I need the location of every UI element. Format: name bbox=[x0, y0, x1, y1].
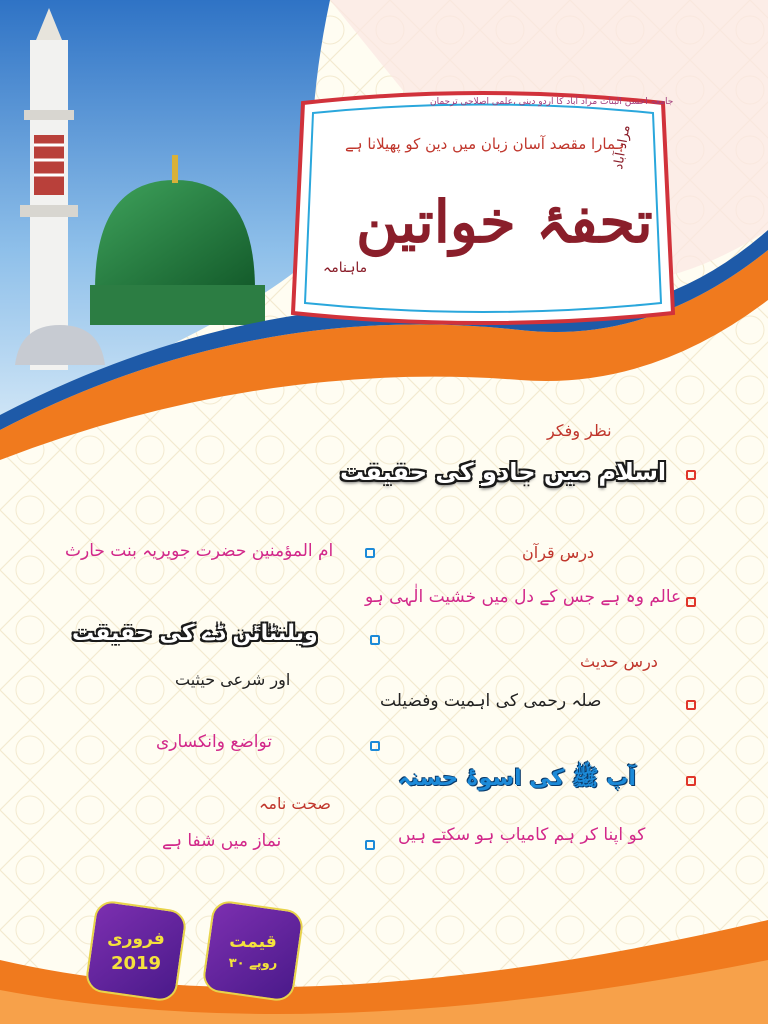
section-label-sehat: صحت نامہ bbox=[259, 794, 331, 813]
frequency-label: ماہنامہ bbox=[323, 260, 368, 276]
badge-price-label: قیمت bbox=[229, 931, 277, 952]
article-valentine[interactable]: ویلنٹائن ڈے کی حقیقت bbox=[72, 621, 318, 646]
article-umm-ul-momineen[interactable]: ام المؤمنین حضرت جویریہ بنت حارث bbox=[65, 541, 334, 561]
bullet-icon bbox=[365, 548, 375, 558]
badge-price-value: ۳۰ روپے bbox=[228, 955, 278, 971]
motto: ہمارا مقصد آسان زبان میں دین کو پھیلانا ہے bbox=[345, 135, 625, 153]
article-sila-rehmi[interactable]: صلہ رحمی کی اہمیت وفضیلت bbox=[380, 691, 602, 711]
badge-month: فروری bbox=[107, 928, 165, 949]
bullet-icon bbox=[686, 776, 696, 786]
price-badge bbox=[201, 899, 305, 1003]
bullet-icon bbox=[370, 741, 380, 751]
bullet-icon bbox=[686, 470, 696, 480]
bullet-icon bbox=[686, 597, 696, 607]
bullet-icon bbox=[686, 700, 696, 710]
section-label-dars-quran: درس قرآن bbox=[522, 543, 595, 562]
article-kamyab[interactable]: کو اپنا کر ہم کامیاب ہو سکتے ہیں bbox=[398, 825, 646, 845]
bullet-icon bbox=[370, 635, 380, 645]
badge-year: 2019 bbox=[110, 952, 162, 974]
section-label-nazar: نظر وفکر bbox=[547, 421, 612, 440]
article-valentine-subtitle: اور شرعی حیثیت bbox=[175, 670, 291, 689]
article-jadu[interactable]: اسلام میں جادو کی حقیقت bbox=[340, 458, 667, 486]
bullet-icon bbox=[365, 840, 375, 850]
article-tawazu[interactable]: تواضع وانکساری bbox=[156, 732, 273, 752]
article-uswa[interactable]: آپ ﷺ کی اسوۂ حسنہ bbox=[398, 766, 636, 791]
city-label: مراد آباد bbox=[611, 124, 634, 171]
date-badge bbox=[84, 899, 188, 1003]
article-khashiyat[interactable]: عالم وہ ہے جس کے دل میں خشیت الٰہی ہو bbox=[365, 587, 682, 607]
publisher-line: جامعہ احسن البنات مراد آباد کا اردو دینی ،علمی اصلاحی ترجمان bbox=[430, 97, 674, 107]
section-label-dars-hadees: درس حدیث bbox=[580, 652, 658, 671]
magazine-title: تحفۂ خواتین bbox=[356, 188, 653, 256]
article-namaz-shifa[interactable]: نماز میں شفا ہے bbox=[162, 831, 282, 851]
